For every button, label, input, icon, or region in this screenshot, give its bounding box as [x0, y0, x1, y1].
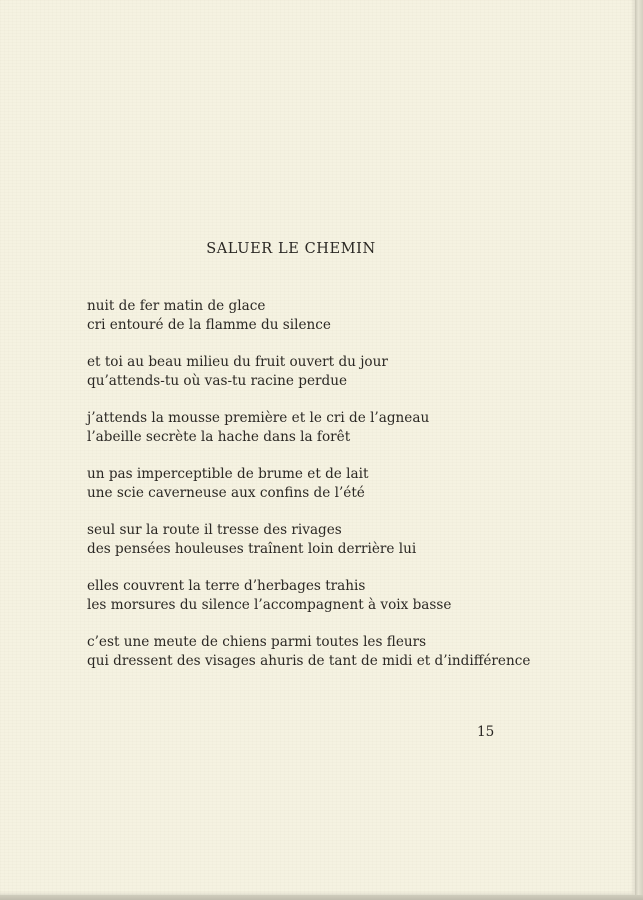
stanza-2 — [87, 353, 607, 391]
poem-line: j’attends la mousse première et le cri de l’agneau — [87, 410, 430, 426]
stanza-6 — [87, 577, 607, 615]
poem-line: des pensées houleuses traînent loin derrière lui — [87, 541, 417, 557]
poem-title: SALUER LE CHEMIN — [206, 241, 376, 257]
stanza-4 — [87, 465, 607, 503]
stanza-3 — [87, 409, 607, 447]
poem-body — [87, 297, 607, 689]
poem-line: c’est une meute de chiens parmi toutes les fleurs — [87, 634, 427, 650]
poem-line: un pas imperceptible de brume et de lait — [87, 466, 369, 482]
stanza-7 — [87, 633, 607, 671]
poem-line: qui dressent des visages ahuris de tant de midi et d’indifférence — [87, 653, 531, 669]
poem-line: l’abeille secrète la hache dans la forêt — [87, 429, 351, 445]
poem-line: une scie caverneuse aux confins de l’été — [87, 485, 365, 501]
page-edge-right — [635, 0, 643, 900]
page-edge-bottom — [0, 895, 643, 900]
poem-line: seul sur la route il tresse des rivages — [87, 522, 342, 538]
poem-line: les morsures du silence l’accompagnent à voix basse — [87, 597, 452, 613]
poem-line: elles couvrent la terre d’herbages trahis — [87, 578, 366, 594]
poem-line: qu’attends-tu où vas-tu racine perdue — [87, 373, 348, 389]
poem-line: et toi au beau milieu du fruit ouvert du jour — [87, 354, 388, 370]
stanza-5 — [87, 521, 607, 559]
page-number: 15 — [477, 724, 495, 740]
poem-line: cri entouré de la flamme du silence — [87, 317, 331, 333]
poem-line: nuit de fer matin de glace — [87, 298, 266, 314]
stanza-1 — [87, 297, 607, 335]
